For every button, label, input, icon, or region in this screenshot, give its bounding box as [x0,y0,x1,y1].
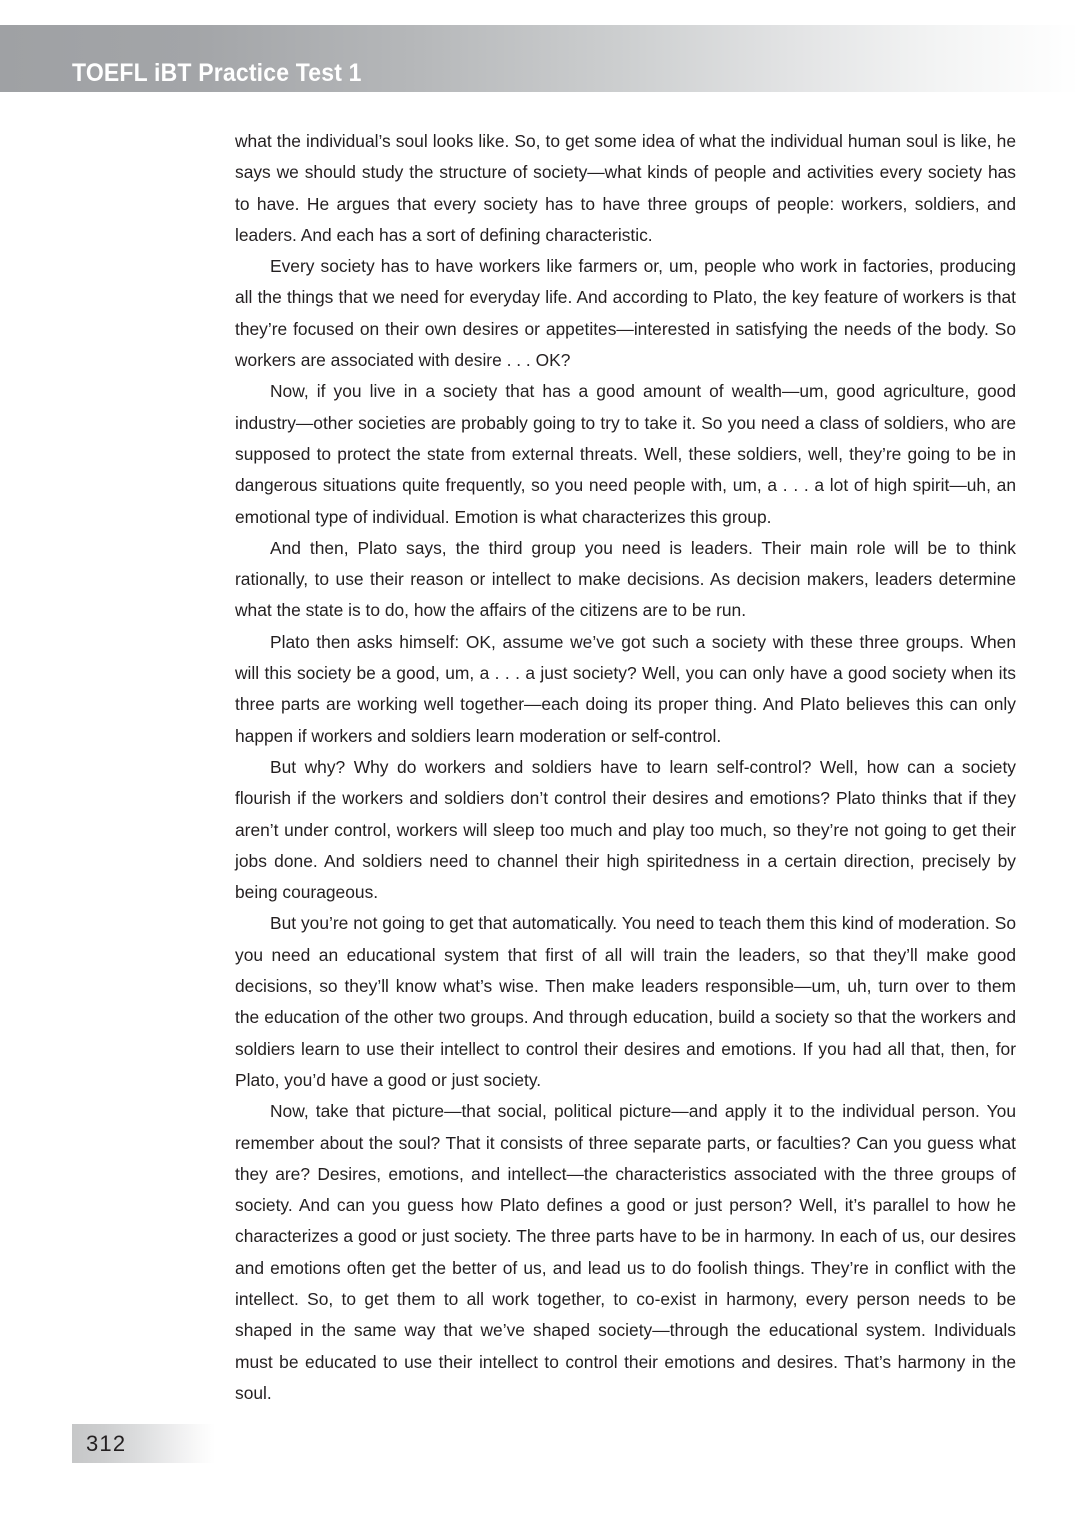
paragraph: But why? Why do workers and soldiers have to learn self-control? Well, how can a society flourish if the workers and soldiers don’t control their desires and emotions? Plato thinks that if they aren’t under control, workers will sleep too much and play too much, so they’re not going to get their jobs done. And soldiers need to channel their high spiritedness in a certain direction, precisely by being courageous. [235,756,1016,903]
body-text-column [235,126,1016,1409]
paragraph: But you’re not going to get that automatically. You need to teach them this kind of moderation. So you need an educational system that first of all will train the leaders, so that they’ll make good decisions, so they’ll know what’s wise. Then make leaders responsible—um, uh, turn over to them the education of the other two groups. And through education, build a society so that the workers and soldiers learn to use their intellect to control their desires and emotions. If you had all that, then, for Plato, you’d have a good or just society. [235,913,1016,1090]
paragraph: Now, take that picture—that social, political picture—and apply it to the individual person. You remember about the soul? That it consists of three separate parts, or faculties? Can you guess what they are? Desires, emotions, and intellect—the characteristics associated with the three groups of society. And can you guess how Plato defines a good or just person? Well, it’s parallel to how he characterizes a good or just society. The three parts have to be in harmony. In each of us, our desires and emotions often get the better of us, and lead us to do foolish things. They’re in conflict with the intellect. So, to get them to all work together, to co-exist in harmony, every person needs to be shaped in the same way that we’ve shaped society—through the educational system. Individuals must be educated to use their intellect to control their emotions and desires. That’s harmony in the soul. [235,1101,1016,1403]
paragraph: Plato then asks himself: OK, assume we’ve got such a society with these three groups. When will this society be a good, um, a . . . a just society? Well, you can only have a good society when its three parts are working well together—each doing its proper thing. And Plato believes this can only happen if workers and soldiers learn moderation or self-control. [235,631,1016,746]
paragraph: Now, if you live in a society that has a good amount of wealth—um, good agriculture, good industry—other societies are probably going to try to take it. So you need a class of soldiers, who are supposed to protect the state from external threats. Well, these soldiers, well, they’re going to be in dangerous situations quite frequently, so you need people with, um, a . . . a lot of high spirit—uh, an emotional type of individual. Emotion is what characterizes this group. [235,381,1016,527]
page-title: TOEFL iBT Practice Test 1 [72,59,362,87]
page-number-band [72,1424,215,1463]
paragraph: what the individual’s soul looks like. So, to get some idea of what the individual human soul is like, he says we should study the structure of society—what kinds of people and activities every society has to have. He argues that every society has to have three groups of people: workers, soldiers, and leaders. And each has a sort of defining characteristic. [235,131,1016,245]
paragraph: Every society has to have workers like farmers or, um, people who work in factories, producing all the things that we need for everyday life. And according to Plato, the key feature of workers is that they’re focused on their own desires or appetites—interested in satisfying the needs of the body. So workers are associated with desire . . . OK? [235,256,1016,371]
page-number: 312 [86,1430,127,1456]
paragraph: And then, Plato says, the third group you need is leaders. Their main role will be to think rationally, to use their reason or intellect to make decisions. As decision makers, leaders determine what the state is to do, how the affairs of the citizens are to be run. [235,537,1016,621]
page-header-band [0,25,1080,92]
